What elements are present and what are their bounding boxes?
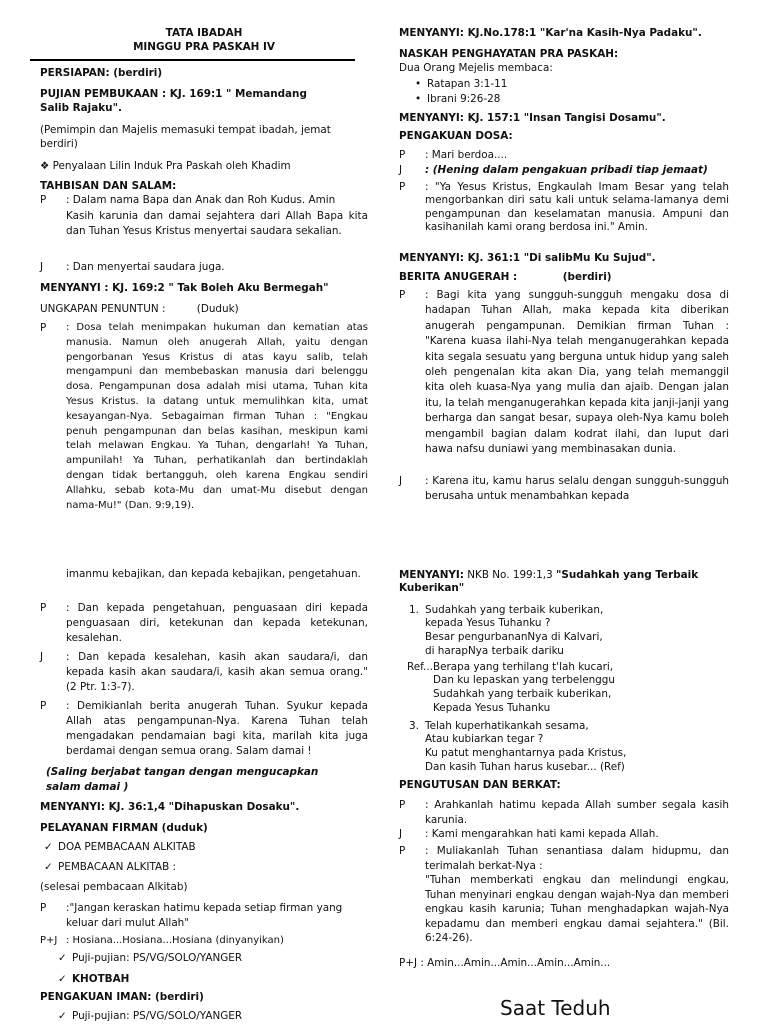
- lanjutan-p2-row: [40, 699, 368, 761]
- verse-line: Sudahkah yang terbaik kuberikan,: [425, 604, 604, 616]
- khotbah-item: [58, 973, 368, 987]
- pengakuan-p-text: : Mari berdoa....: [425, 149, 508, 161]
- menyanyi-169-heading: MENYANYI : KJ. 169:2 " Tak Boleh Aku Bermegah": [40, 282, 329, 294]
- speaker-label: J: [40, 261, 44, 273]
- doa-text: DOA PEMBACAAN ALKITAB: [58, 841, 196, 853]
- document-title: TATA IBADAH: [165, 27, 243, 39]
- pengutusan-heading: PENGUTUSAN DAN BERKAT:: [399, 779, 561, 791]
- selesai-note: (selesai pembacaan Alkitab): [40, 881, 188, 893]
- checkmark-icon: ✓: [44, 841, 53, 853]
- ungkapan-p-row: [40, 321, 368, 511]
- lanjutan-p-text: : Dan kepada pengetahuan, penguasaan diri kepada penguasaan diri, ketekunan dan kepada ketekunan, kesalehan.: [66, 602, 368, 644]
- verse-line: Ku patut menghantarnya pada Kristus,: [425, 747, 627, 759]
- menyanyi-nkb-title: "Sudahkah yang Terbaik: [556, 569, 699, 581]
- saling-berjabat-note: (Saling berjabat tangan dengan mengucapkan: [46, 766, 319, 778]
- salam-text: Kasih karunia dan damai sejahtera dari Allah Bapa kita dan Tuhan Yesus Kristus menyertai saudara sekalian.: [66, 210, 368, 237]
- checkmark-icon: ✓: [44, 861, 53, 873]
- checkmark-icon: ✓: [58, 973, 67, 985]
- menyanyi-36-heading: MENYANYI: KJ. 36:1,4 "Dihapuskan Dosaku".: [40, 801, 300, 813]
- berita-label: BERITA ANUGERAH :: [399, 271, 518, 283]
- doa-item: [44, 841, 368, 855]
- pengakuan-iman-heading: PENGAKUAN IMAN: (berdiri): [40, 991, 204, 1003]
- hosiana-text: : Hosiana...Hosiana...Hosiana (dinyanyikan): [66, 935, 284, 946]
- checkmark-icon: ✓: [58, 1010, 67, 1022]
- bacaan-text: Ratapan 3:1-11: [427, 78, 508, 90]
- pemimpin-note: (Pemimpin dan Majelis memasuki tempat ibadah, jemat: [40, 124, 331, 136]
- berkat-text: "Tuhan memberkati engkau dan melindungi engkau, Tuhan menyinari engkau dengan wajah-Nya dan memberi engkau kasih karunia; Tuhan menghadapkan wajah-Nya kepadamu dan memberi engkau damai sejahtera." (Bil. 6:24-26).: [425, 874, 729, 944]
- khotbah-text: KHOTBAH: [72, 973, 130, 985]
- menyanyi-178-heading: MENYANYI: KJ.No.178:1 "Kar'na Kasih-Nya Padaku".: [399, 27, 702, 39]
- pengakuan-p2-row: [399, 181, 729, 249]
- speaker-label: P: [399, 845, 406, 857]
- verse-line: Atau kubiarkan tegar ?: [425, 733, 544, 745]
- speaker-label: P: [40, 902, 47, 914]
- pujian-pembukaan-heading-cont: Salib Rajaku".: [40, 102, 122, 114]
- menyanyi-157-heading: MENYANYI: KJ. 157:1 "Insan Tangisi Dosamu".: [399, 112, 666, 124]
- verse-number: 3.: [409, 720, 419, 732]
- checkmark-icon: ✓: [58, 952, 67, 964]
- verse-number: 1.: [409, 604, 419, 616]
- document-subtitle: MINGGU PRA PASKAH IV: [133, 41, 275, 53]
- puji-item: [58, 1010, 368, 1024]
- pengakuan-p-row: [399, 149, 729, 163]
- berita-note: (berdiri): [562, 271, 612, 283]
- puji-text: Puji-pujian: PS/VG/SOLO/YANGER: [72, 1010, 243, 1022]
- pengutusan-p2-row: [399, 844, 729, 874]
- speaker-label: P: [40, 700, 47, 712]
- refrain-line: Sudahkah yang terbaik kuberikan,: [433, 688, 612, 700]
- ungkapan-note: (Duduk): [196, 303, 239, 315]
- lanjutan-p2-text: : Demikianlah berita anugerah Tuhan. Syukur kepada Allah atas pengampunan-Nya. Karena Tuhan telah mengadakan pendamaian bagi kita, marilah kita juga berdamai dengan semua orang. Salam damai !: [66, 700, 368, 757]
- menyanyi-label: MENYANYI:: [399, 569, 464, 581]
- pemimpin-note-cont: berdiri): [40, 138, 78, 150]
- verse-line: di harapNya terbaik dariku: [425, 645, 564, 657]
- lanjutan-j-text: : Dan kepada kesalehan, kasih akan saudara/i, dan kepada kasih akan saudara/i, kasih akan semua orang." (2 Ptr. 1:3-7).: [66, 651, 368, 693]
- berita-p-row: [399, 288, 729, 473]
- bullet-icon: •: [415, 78, 422, 90]
- berita-j-row: [399, 474, 729, 506]
- speaker-label: P: [399, 799, 406, 811]
- diamond-bullet-icon: ❖: [40, 160, 50, 172]
- bacaan-item: [415, 93, 729, 107]
- title-underline: [30, 59, 355, 61]
- ungkapan-label: UNGKAPAN PENUNTUN :: [40, 303, 166, 315]
- berita-j-text: : Karena itu, kamu harus selalu dengan sungguh-sungguh berusaha untuk menambahkan kepada: [425, 475, 729, 503]
- pengutusan-p-row: [399, 798, 729, 828]
- speaker-label: J: [399, 475, 403, 487]
- lanjutan-text: imanmu kebajikan, dan kepada kebajikan, pengetahuan.: [66, 568, 361, 580]
- pengutusan-j-row: [399, 828, 729, 842]
- refrain-line: Kepada Yesus Tuhanku: [433, 702, 551, 714]
- speaker-label: J: [399, 164, 403, 176]
- menyanyi-nkb-title-cont: Kuberikan": [399, 582, 465, 594]
- pengakuan-j-text: : (Hening dalam pengakuan pribadi tiap jemaat): [425, 164, 708, 176]
- tahbisan-heading: TAHBISAN DAN SALAM:: [40, 180, 177, 192]
- lilin-text: Penyalaan Lilin Induk Pra Paskah oleh Khadim: [52, 160, 291, 172]
- naskah-heading: NASKAH PENGHAYATAN PRA PASKAH:: [399, 48, 619, 60]
- berita-heading: [399, 271, 729, 285]
- menyanyi-nkb-heading: [399, 569, 729, 583]
- amin-row: P+J : Amin...Amin...Amin...Amin...Amin...: [399, 957, 611, 969]
- verse-line: Besar pengurbananNya di Kalvari,: [425, 631, 603, 643]
- bullet-icon: •: [415, 93, 422, 105]
- pelayanan-firman-heading: PELAYANAN FIRMAN (duduk): [40, 822, 208, 834]
- speaker-label: P: [399, 181, 406, 193]
- verse-line: Dan kasih Tuhan harus kusebar... (Ref): [425, 761, 625, 773]
- pengakuan-j-row: [399, 164, 729, 178]
- ungkapan-p-text: : Dosa telah menimpakan hukuman dan kematian atas manusia. Namun oleh anugerah Allah, yaitu dengan pengorbanan Yesus Kristus di atas kayu salib, telah mengampuni dan membebaskan manusia dari belenggu dosa. Pengampunan dosa adalah misi utama, Tuhan kita Yesus Kristus. Ia datang untuk memulihkan kita, umat kesayangan-Nya. Sebagaiman firman Tuhan : "Engkau penuh pengampunan dan belas kasihan, meskipun kami telah melawan Engkau. Ya Tuhan, dengarlah! Ya Tuhan, ampunilah! Ya Tuhan, perhatikanlah dan bertindaklah dengan tidak bertangguh, oleh karena Engkau sendiri Allahku, sebab kota-Mu dan umat-Mu disebut dengan nama-Mu!" (Dan. 9:9,19).: [66, 322, 368, 511]
- speaker-label: P: [40, 194, 47, 206]
- bacaan-item: [415, 78, 729, 92]
- speaker-label: J: [399, 828, 403, 840]
- hosiana-row: [40, 934, 368, 948]
- lilin-item: [40, 160, 368, 174]
- bacaan-text: Ibrani 9:26-28: [427, 93, 501, 105]
- pengakuan-p2-text: : "Ya Yesus Kristus, Engkaulah Imam Besar yang telah mengorbankan diri satu kali untuk selama-lamanya demi pengampunan dan keselamatan manusia. Ampuni dan kasihanilah kami orang berdosa ini." Amin.: [425, 181, 729, 234]
- puji-item: [58, 952, 368, 966]
- verse-line: kepada Yesus Tuhanku ?: [425, 617, 551, 629]
- refrain-line: Dan ku lepaskan yang terbelenggu: [433, 674, 615, 686]
- saling-berjabat-note-cont: salam damai ): [46, 781, 129, 793]
- berita-p-text: : Bagi kita yang sungguh-sungguh mengaku dosa di hadapan Tuhan Allah, maka kepada kita diberikan anugerah pengampunan. Demikian firman Tuhan : "Karena kuasa ilahi-Nya telah menganugerahkan kepada kita segala sesuatu yang berguna untuk hidup yang saleh oleh pengenalan kita akan Dia, yang telah memanggil kita oleh kuasa-Nya yang mulia dan ajaib. Dengan jalan itu, Ia telah menganugerahkan kepada kita janji-janji yang berharga dan sangat besar, supaya oleh-Nya kamu boleh mengambil bagian dalam kodrat ilahi, dan luput dari hawa nafsu duniawi yang membinasakan dunia.: [425, 289, 729, 456]
- tahbisan-p-text: : Dalam nama Bapa dan Anak dan Roh Kudus. Amin: [66, 194, 336, 206]
- speaker-label: P+J: [40, 935, 58, 946]
- menyanyi-361-heading: MENYANYI: KJ. 361:1 "Di salibMu Ku Sujud".: [399, 252, 656, 264]
- pengutusan-p-text: : Arahkanlah hatimu kepada Allah sumber segala kasih karunia.: [425, 799, 729, 826]
- speaker-label: J: [40, 651, 44, 663]
- saat-teduh-label: Saat Teduh: [500, 996, 611, 1020]
- speaker-label: P: [399, 289, 406, 301]
- pujian-pembukaan-heading: PUJIAN PEMBUKAAN : KJ. 169:1 " Memandang: [40, 88, 307, 100]
- tahbisan-p-row: [40, 194, 368, 208]
- refrain-line: Ref...Berapa yang terhilang t'lah kucari,: [407, 661, 614, 673]
- pengakuan-dosa-heading: PENGAKUAN DOSA:: [399, 130, 513, 142]
- pembacaan-text: PEMBACAAN ALKITAB :: [58, 861, 177, 873]
- persiapan-heading: PERSIAPAN: (berdiri): [40, 67, 163, 79]
- ungkapan-heading: [40, 303, 368, 317]
- tahbisan-j-row: [40, 261, 368, 275]
- speaker-label: P: [399, 149, 406, 161]
- verse-line: Telah kuperhatikankah sesama,: [425, 720, 589, 732]
- speaker-label: P: [40, 322, 47, 334]
- puji-text: Puji-pujian: PS/VG/SOLO/YANGER: [72, 952, 243, 964]
- menyanyi-nkb-number: NKB No. 199:1,3: [467, 569, 553, 581]
- tahbisan-j-text: : Dan menyertai saudara juga.: [66, 261, 225, 273]
- lanjutan-j-row: [40, 650, 368, 696]
- pembacaan-item: [44, 861, 368, 875]
- pembacaan-p-row: [40, 901, 368, 931]
- dua-orang-text: Dua Orang Mejelis membaca:: [399, 62, 553, 74]
- pengutusan-j-text: : Kami mengarahkan hati kami kepada Allah.: [425, 828, 659, 840]
- lanjutan-p-row: [40, 601, 368, 647]
- pengutusan-p2-text: : Muliakanlah Tuhan senantiasa dalam hidupmu, dan terimalah berkat-Nya :: [425, 845, 729, 872]
- speaker-label: P: [40, 602, 47, 614]
- pembacaan-p-text: :"Jangan keraskan hatimu kepada setiap firman yang keluar dari mulut Allah": [66, 902, 343, 929]
